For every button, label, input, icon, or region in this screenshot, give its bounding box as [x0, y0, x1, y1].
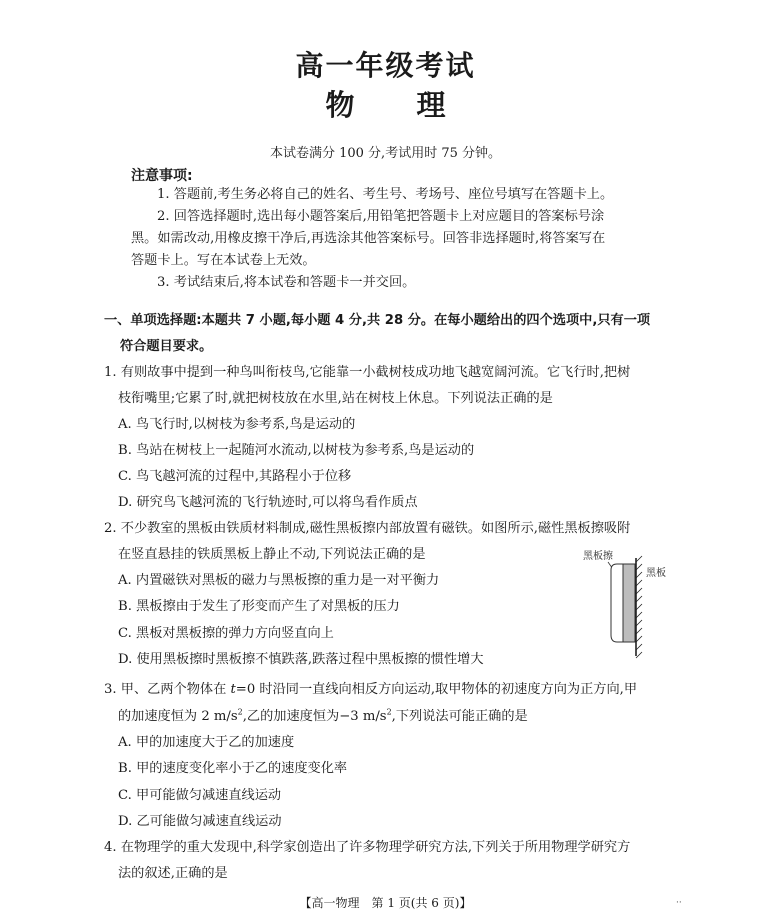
- q1-option-c: C. 鸟飞越河流的过程中,其路程小于位移: [118, 469, 352, 484]
- q3-stem-1b: =0 时沿同一直线向相反方向运动,取甲物体的初速度方向为正方向,甲: [235, 682, 638, 697]
- q3-stem-1: [104, 683, 637, 696]
- eraser-blackboard-figure: [583, 548, 673, 660]
- eraser-body: [623, 564, 635, 642]
- figure-label-board: 黑板: [646, 568, 666, 579]
- q3-option-b: B. 甲的速度变化率小于乙的速度变化率: [118, 761, 348, 776]
- notice-heading: 注意事项:: [131, 168, 193, 184]
- subject-char-1: 物: [325, 88, 355, 122]
- q1-stem-2: 枝衔嘴里;它累了时,就把树枝放在水里,站在树枝上休息。下列说法正确的是: [118, 391, 553, 406]
- q1-option-d: D. 研究鸟飞越河流的飞行轨迹时,可以将鸟看作质点: [118, 495, 418, 510]
- section-heading-cont: 符合题目要求。: [120, 339, 213, 354]
- exam-title: 高一年级考试: [295, 49, 476, 82]
- notice-line-4: 答题卡上。写在本试卷上无效。: [131, 253, 316, 268]
- q2-option-b: B. 黑板擦由于发生了形变而产生了对黑板的压力: [118, 599, 400, 614]
- subject-char-2: 理: [416, 88, 446, 122]
- q1-option-a: A. 鸟飞行时,以树枝为参考系,鸟是运动的: [118, 417, 356, 432]
- q3-sup-2: 2: [386, 707, 392, 717]
- eraser-handle: [611, 564, 623, 642]
- notice-line-3: 黑。如需改动,用橡皮擦干净后,再选涂其他答案标号。回答非选择题时,将答案写在: [131, 231, 606, 246]
- q2-option-d: D. 使用黑板擦时黑板擦不慎跌落,跌落过程中黑板擦的惯性增大: [118, 652, 484, 667]
- q3-option-a: A. 甲的加速度大于乙的加速度: [118, 735, 295, 750]
- q4-stem-1: 4. 在物理学的重大发现中,科学家创造出了许多物理学研究方法,下列关于所用物理学研究方: [104, 840, 631, 855]
- q2-option-a: A. 内置磁铁对黑板的磁力与黑板擦的重力是一对平衡力: [118, 573, 440, 588]
- q1-stem-1: 1. 有则故事中提到一种鸟叫衔枝鸟,它能靠一小截树枝成功地飞越宽阔河流。它飞行时,把树: [104, 365, 631, 380]
- exam-meta: 本试卷满分 100 分,考试用时 75 分钟。: [269, 146, 502, 161]
- q1-option-b: B. 鸟站在树枝上一起随河水流动,以树枝为参考系,鸟是运动的: [118, 443, 475, 458]
- q3-variable-t: t: [230, 682, 236, 697]
- q2-stem-1: 2. 不少教室的黑板由铁质材料制成,磁性黑板擦内部放置有磁铁。如图所示,磁性黑板擦吸附: [104, 521, 631, 536]
- section-heading: 一、单项选择题:本题共 7 小题,每小题 4 分,共 28 分。在每小题给出的四个选项中,只有一项: [104, 313, 651, 328]
- exam-subject: [0, 83, 771, 124]
- q3-stem-1a: 3. 甲、乙两个物体在: [104, 682, 231, 697]
- q3-sup-1: 2: [237, 707, 243, 717]
- q3-stem-2a: 的加速度恒为 2 m/s: [118, 709, 238, 724]
- q4-stem-2: 法的叙述,正确的是: [118, 866, 228, 881]
- blackboard-hatching: [636, 556, 642, 658]
- q2-stem-2: 在竖直悬挂的铁质黑板上静止不动,下列说法正确的是: [118, 547, 426, 562]
- q2-option-c: C. 黑板对黑板擦的弹力方向竖直向上: [118, 626, 334, 641]
- footer-mark: ··: [676, 898, 682, 908]
- q3-option-d: D. 乙可能做匀减速直线运动: [118, 814, 282, 829]
- q3-option-c: C. 甲可能做匀减速直线运动: [118, 788, 282, 803]
- notice-line-1: 1. 答题前,考生务必将自己的姓名、考生号、考场号、座位号填写在答题卡上。: [157, 187, 614, 202]
- notice-line-5: 3. 考试结束后,将本试卷和答题卡一并交回。: [157, 275, 416, 290]
- q3-stem-2b: ,乙的加速度恒为−3 m/s: [242, 709, 387, 724]
- q3-stem-2: [118, 707, 528, 724]
- figure-label-eraser: 黑板擦: [583, 551, 613, 562]
- page-footer: 【高一物理 第 1 页(共 6 页)】: [299, 896, 472, 910]
- notice-line-2: 2. 回答选择题时,选出每小题答案后,用铅笔把答题卡上对应题目的答案标号涂: [157, 209, 605, 224]
- q3-stem-2c: ,下列说法可能正确的是: [391, 709, 528, 724]
